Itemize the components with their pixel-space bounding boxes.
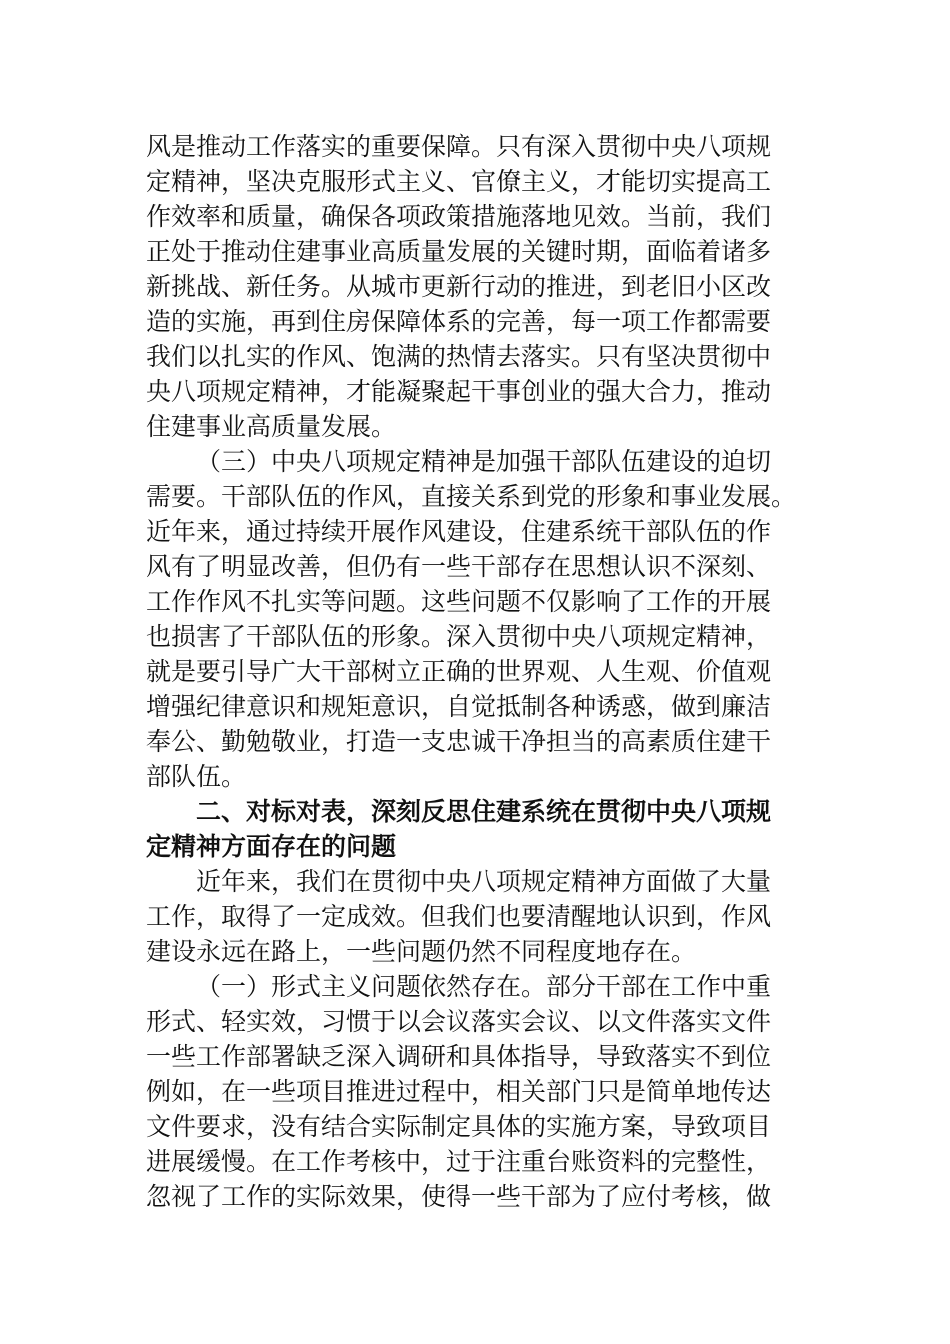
text-line: 例如，在一些项目推进过程中，相关部门只是简单地传达 — [146, 1077, 772, 1106]
text-line: 工作作风不扎实等问题。这些问题不仅影响了工作的开展 — [146, 587, 772, 616]
text-line: 文件要求，没有结合实际制定具体的实施方案，导致项目 — [146, 1112, 772, 1141]
text-line: 风是推动工作落实的重要保障。只有深入贯彻中央八项规 — [146, 132, 772, 161]
section-heading-line: 定精神方面存在的问题 — [146, 832, 397, 861]
text-line: 新挑战、新任务。从城市更新行动的推进，到老旧小区改 — [146, 272, 772, 301]
text-line: （三）中央八项规定精神是加强干部队伍建设的迫切 — [196, 447, 772, 476]
text-line: 正处于推动住建事业高质量发展的关键时期，面临着诸多 — [146, 237, 772, 266]
text-line: 一些工作部署缺乏深入调研和具体指导，导致落实不到位 — [146, 1042, 772, 1071]
text-line: 形式、轻实效，习惯于以会议落实会议、以文件落实文件 — [146, 1007, 772, 1036]
text-line: 近年来，通过持续开展作风建设，住建系统干部队伍的作 — [146, 517, 772, 546]
text-line: 工作，取得了一定成效。但我们也要清醒地认识到，作风 — [146, 902, 772, 931]
text-line: 奉公、勤勉敬业，打造一支忠诚干净担当的高素质住建干 — [146, 727, 772, 756]
text-line: 风有了明显改善，但仍有一些干部存在思想认识不深刻、 — [146, 552, 772, 581]
text-line: 定精神，坚决克服形式主义、官僚主义，才能切实提高工 — [146, 167, 772, 196]
text-line: 作效率和质量，确保各项政策措施落地见效。当前，我们 — [146, 202, 772, 231]
text-line: 需要。干部队伍的作风，直接关系到党的形象和事业发展。 — [146, 482, 797, 511]
text-line: （一）形式主义问题依然存在。部分干部在工作中重 — [196, 972, 772, 1001]
text-line: 进展缓慢。在工作考核中，过于注重台账资料的完整性， — [146, 1147, 772, 1176]
text-line: 建设永远在路上，一些问题仍然不同程度地存在。 — [146, 937, 697, 966]
section-heading-line: 二、对标对表，深刻反思住建系统在贯彻中央八项规 — [196, 797, 772, 826]
text-line: 部队伍。 — [146, 762, 247, 791]
text-line: 就是要引导广大干部树立正确的世界观、人生观、价值观 — [146, 657, 772, 686]
text-line: 我们以扎实的作风、饱满的热情去落实。只有坚决贯彻中 — [146, 342, 772, 371]
text-line: 忽视了工作的实际效果，使得一些干部为了应付考核，做 — [146, 1182, 772, 1211]
text-line: 也损害了干部队伍的形象。深入贯彻中央八项规定精神， — [146, 622, 772, 651]
text-line: 央八项规定精神，才能凝聚起干事创业的强大合力，推动 — [146, 377, 772, 406]
text-line: 住建事业高质量发展。 — [146, 412, 397, 441]
text-line: 造的实施，再到住房保障体系的完善，每一项工作都需要 — [146, 307, 772, 336]
text-line: 近年来，我们在贯彻中央八项规定精神方面做了大量 — [196, 867, 772, 896]
text-line: 增强纪律意识和规矩意识，自觉抵制各种诱惑，做到廉洁 — [146, 692, 772, 721]
